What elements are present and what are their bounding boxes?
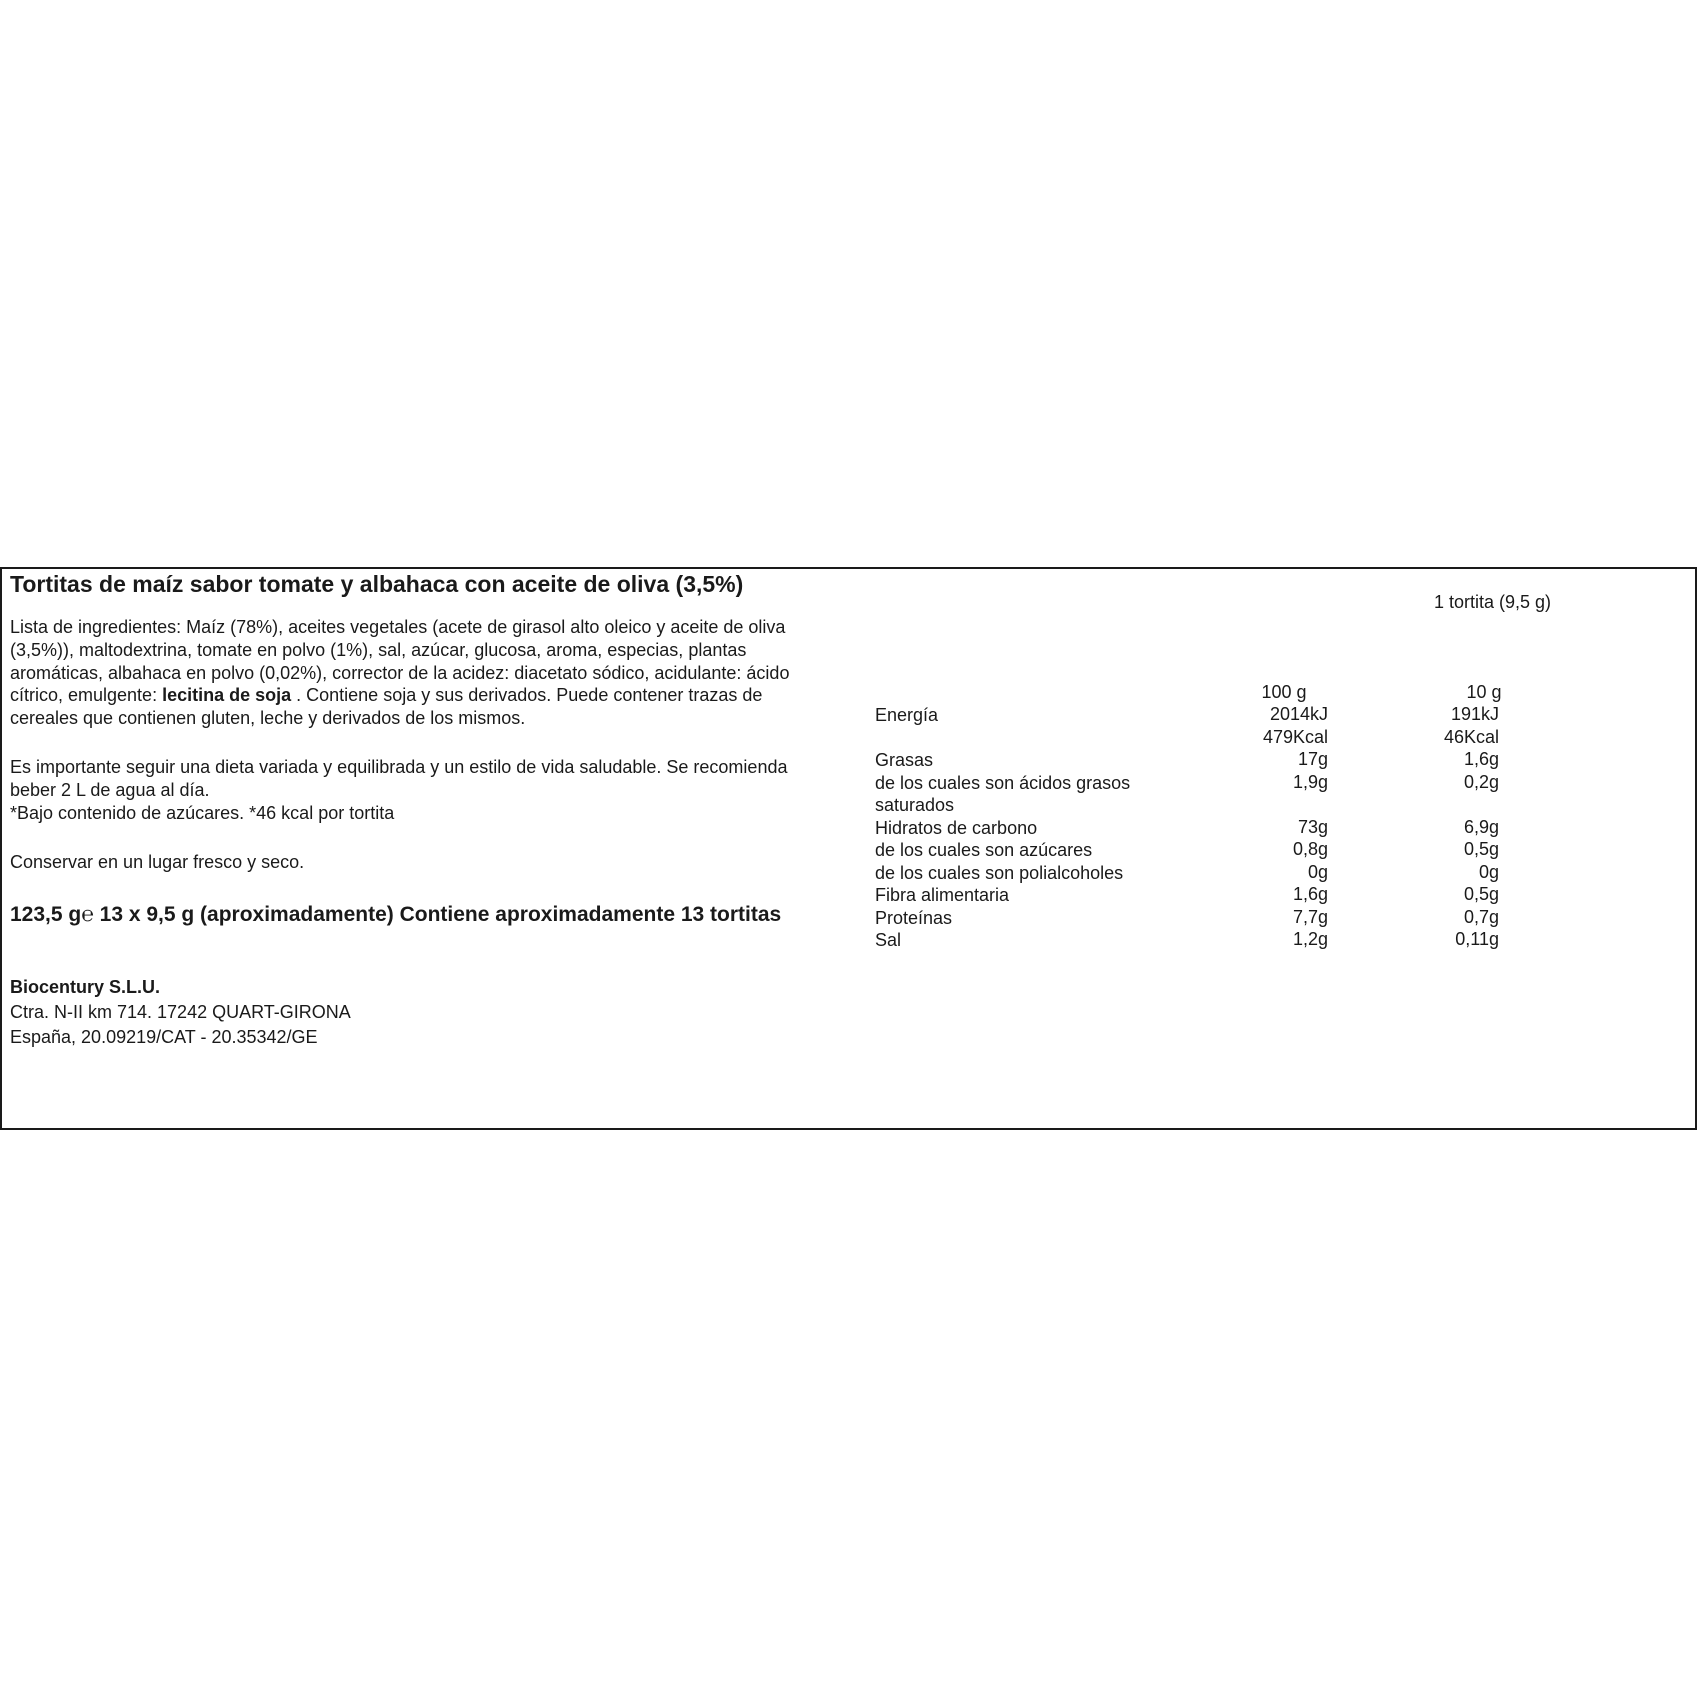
storage-instructions: Conservar en un lugar fresco y seco. [10, 852, 305, 872]
nutrient-label: saturados [875, 795, 955, 815]
company-name: Biocentury S.L.U. [10, 977, 161, 997]
nutrient-label: Hidratos de carbono [875, 817, 1038, 838]
net-weight: 123,5 g℮ 13 x 9,5 g (aproximadamente) Contiene aproximadamente 13 tortitas [10, 903, 782, 926]
value-per-serving: 46Kcal [1443, 726, 1499, 747]
value-per-serving: 191kJ [1450, 704, 1499, 724]
value-per-100g: 7,7g [1292, 906, 1328, 927]
claims-note: *Bajo contenido de azúcares. *46 kcal por tortita [10, 803, 395, 823]
value-per-100g: 2014kJ [1269, 704, 1328, 724]
value-per-serving: 0g [1478, 861, 1499, 882]
nutrition-table [2, 569, 1699, 1132]
value-per-100g: 73g [1297, 816, 1328, 837]
nutrient-label: de los cuales son ácidos grasos [875, 772, 1131, 793]
nutrient-label: Proteínas [875, 907, 953, 928]
value-per-100g: 0,8g [1292, 839, 1328, 859]
value-per-100g: 17g [1297, 749, 1328, 769]
ingredients-text-end: . Contiene soja y sus derivados. Puede contener trazas de cereales que contienen gluten, leche y derivados de los mismos. [10, 685, 763, 729]
nutrient-label: Energía [875, 705, 939, 725]
value-per-100g: 1,2g [1292, 929, 1328, 949]
value-per-100g: 1,6g [1292, 884, 1328, 904]
value-per-serving: 6,9g [1463, 816, 1499, 837]
product-label [0, 567, 1697, 1130]
diet-advice: Es importante seguir una dieta variada y equilibrada y un estilo de vida saludable. Se recomienda beber 2 L de agua al día. [10, 757, 788, 800]
nutrient-label: Grasas [875, 750, 934, 770]
value-per-100g: 1,9g [1292, 771, 1328, 792]
nutrient-label: de los cuales son polialcoholes [875, 862, 1124, 883]
value-per-serving: 0,2g [1463, 771, 1499, 792]
nutrient-label: Sal [875, 930, 902, 950]
allergen-highlight: lecitina de soja [162, 685, 292, 706]
value-per-serving: 0,5g [1463, 884, 1499, 904]
value-per-serving: 0,5g [1463, 839, 1499, 859]
nutrient-label: Fibra alimentaria [875, 885, 1010, 905]
nutrient-label: de los cuales son azúcares [875, 840, 1093, 860]
value-per-100g: 479Kcal [1262, 726, 1328, 747]
value-per-100g: 0g [1307, 861, 1328, 882]
product-title: Tortitas de maíz sabor tomate y albahaca con aceite de oliva (3,5%) [10, 571, 744, 597]
per-100g-header: 100 g [1261, 682, 1307, 702]
per-serving-header: 10 g [1466, 682, 1502, 702]
serving-size-header: 1 tortita (9,5 g) [1434, 592, 1552, 612]
company-address: Ctra. N-II km 714. 17242 QUART-GIRONA [10, 1002, 351, 1022]
registry-numbers: España, 20.09219/CAT - 20.35342/GE [10, 1027, 318, 1047]
value-per-serving: 0,7g [1463, 906, 1499, 927]
value-per-serving: 1,6g [1463, 749, 1499, 769]
value-per-serving: 0,11g [1455, 929, 1499, 949]
ingredients-text: Lista de ingredientes: Maíz (78%), aceites vegetales (acete de girasol alto oleico y aceite de oliva (3,5%)), maltodextrina, tomate en polvo (1%), sal, azúcar, glucosa, aroma, especias, plantas aromáticas, albahaca en polvo (0,02%), corrector de la acidez: diacetato sódico, acidulante: ácido cítrico, emulgente: [10, 617, 790, 706]
